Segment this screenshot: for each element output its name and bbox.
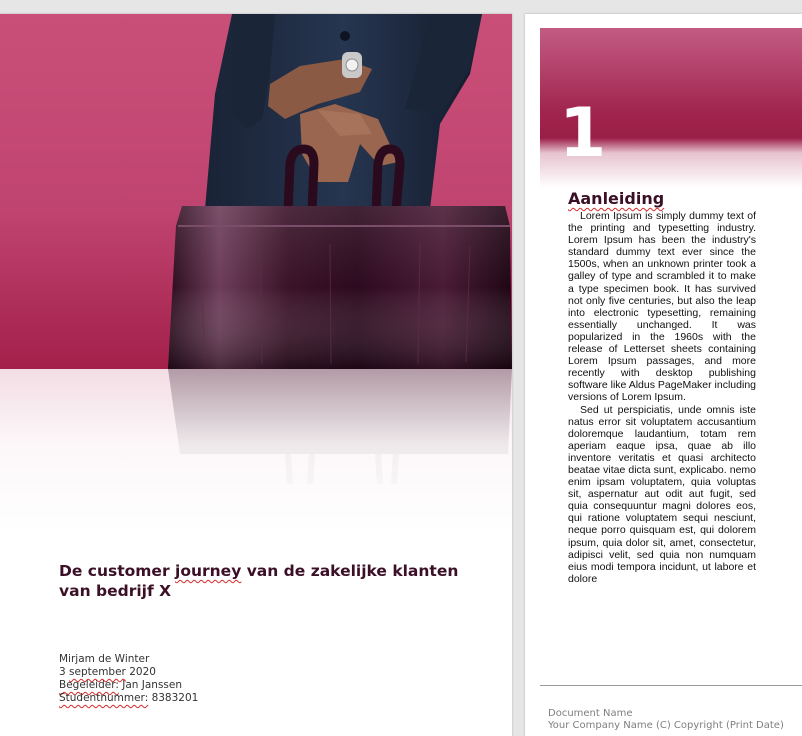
footer-document-name: Document Name [548, 708, 633, 719]
cover-metadata [59, 653, 198, 705]
paragraph-2: Sed ut perspiciatis, unde omnis iste natus error sit voluptatem accusantium doloremque laudantium, totam rem aperiam eaque ipsa, quae ab illo inventore veritatis et quasi architecto beatae vitae dicta sunt, explicabo. nemo enim ipsam voluptatem, quia voluptas sit, aspernatur aut odit aut fugit, sed quia consequuntur magni dolores eos, qui ratione voluptatem sequi nesciunt, neque porro quisquam est, qui dolorem ipsum, quia dolor sit, amet, consectetur, adipisci velit, sed quia non numquam eius modi tempora incidunt, ut labore et dolore [568, 403, 756, 585]
supervisor-label[interactable]: Begeleider: [59, 679, 119, 691]
paragraph-1: Lorem Ipsum is simply dummy text of the printing and typesetting industry. Lorem Ipsum has been the industry's standard dummy text ever since the 1500s, when an unknown printer took a galley of type and scrambled it to make a type specimen book. It has survived not only five centuries, but also the leap into electronic typesetting, remaining essentially unchanged. It was popularized in the 1960s with the release of Letterset sheets containing Lorem Ipsum passages, and more recently with desktop publishing software like Aldus PageMaker including versions of Lorem Ipsum. [568, 210, 756, 404]
title-text-end: van de zakelijke klanten van bedrijf X [59, 562, 459, 600]
supervisor-name: Jan Janssen [118, 679, 182, 691]
student-number: 8383201 [148, 692, 199, 704]
student-number-line [59, 692, 198, 705]
footer-divider [540, 685, 802, 686]
cover-page [0, 14, 512, 736]
title-misspelled-word[interactable]: journey [175, 562, 242, 580]
supervisor-line [59, 679, 198, 692]
chapter-header-band [540, 28, 802, 188]
chapter-page [525, 14, 802, 736]
footer-company-line: Your Company Name (C) Copyright (Print Date) [548, 720, 784, 731]
title-text-start: De customer [59, 562, 175, 580]
chapter-number: 1 [559, 94, 607, 173]
cover-photo [0, 14, 512, 534]
student-number-label[interactable]: Studentnummer: [59, 692, 149, 704]
author-name: Mirjam de Winter [59, 653, 150, 665]
chapter-heading [568, 188, 664, 210]
page-footer [548, 708, 802, 732]
document-title [59, 561, 489, 601]
chapter-heading-text[interactable]: Aanleiding [568, 189, 665, 208]
body-text [568, 210, 756, 660]
date-day: 3 [59, 666, 70, 678]
date-year: 2020 [125, 666, 156, 678]
document-date [59, 666, 198, 679]
date-month-misspelled[interactable]: september [69, 666, 126, 678]
